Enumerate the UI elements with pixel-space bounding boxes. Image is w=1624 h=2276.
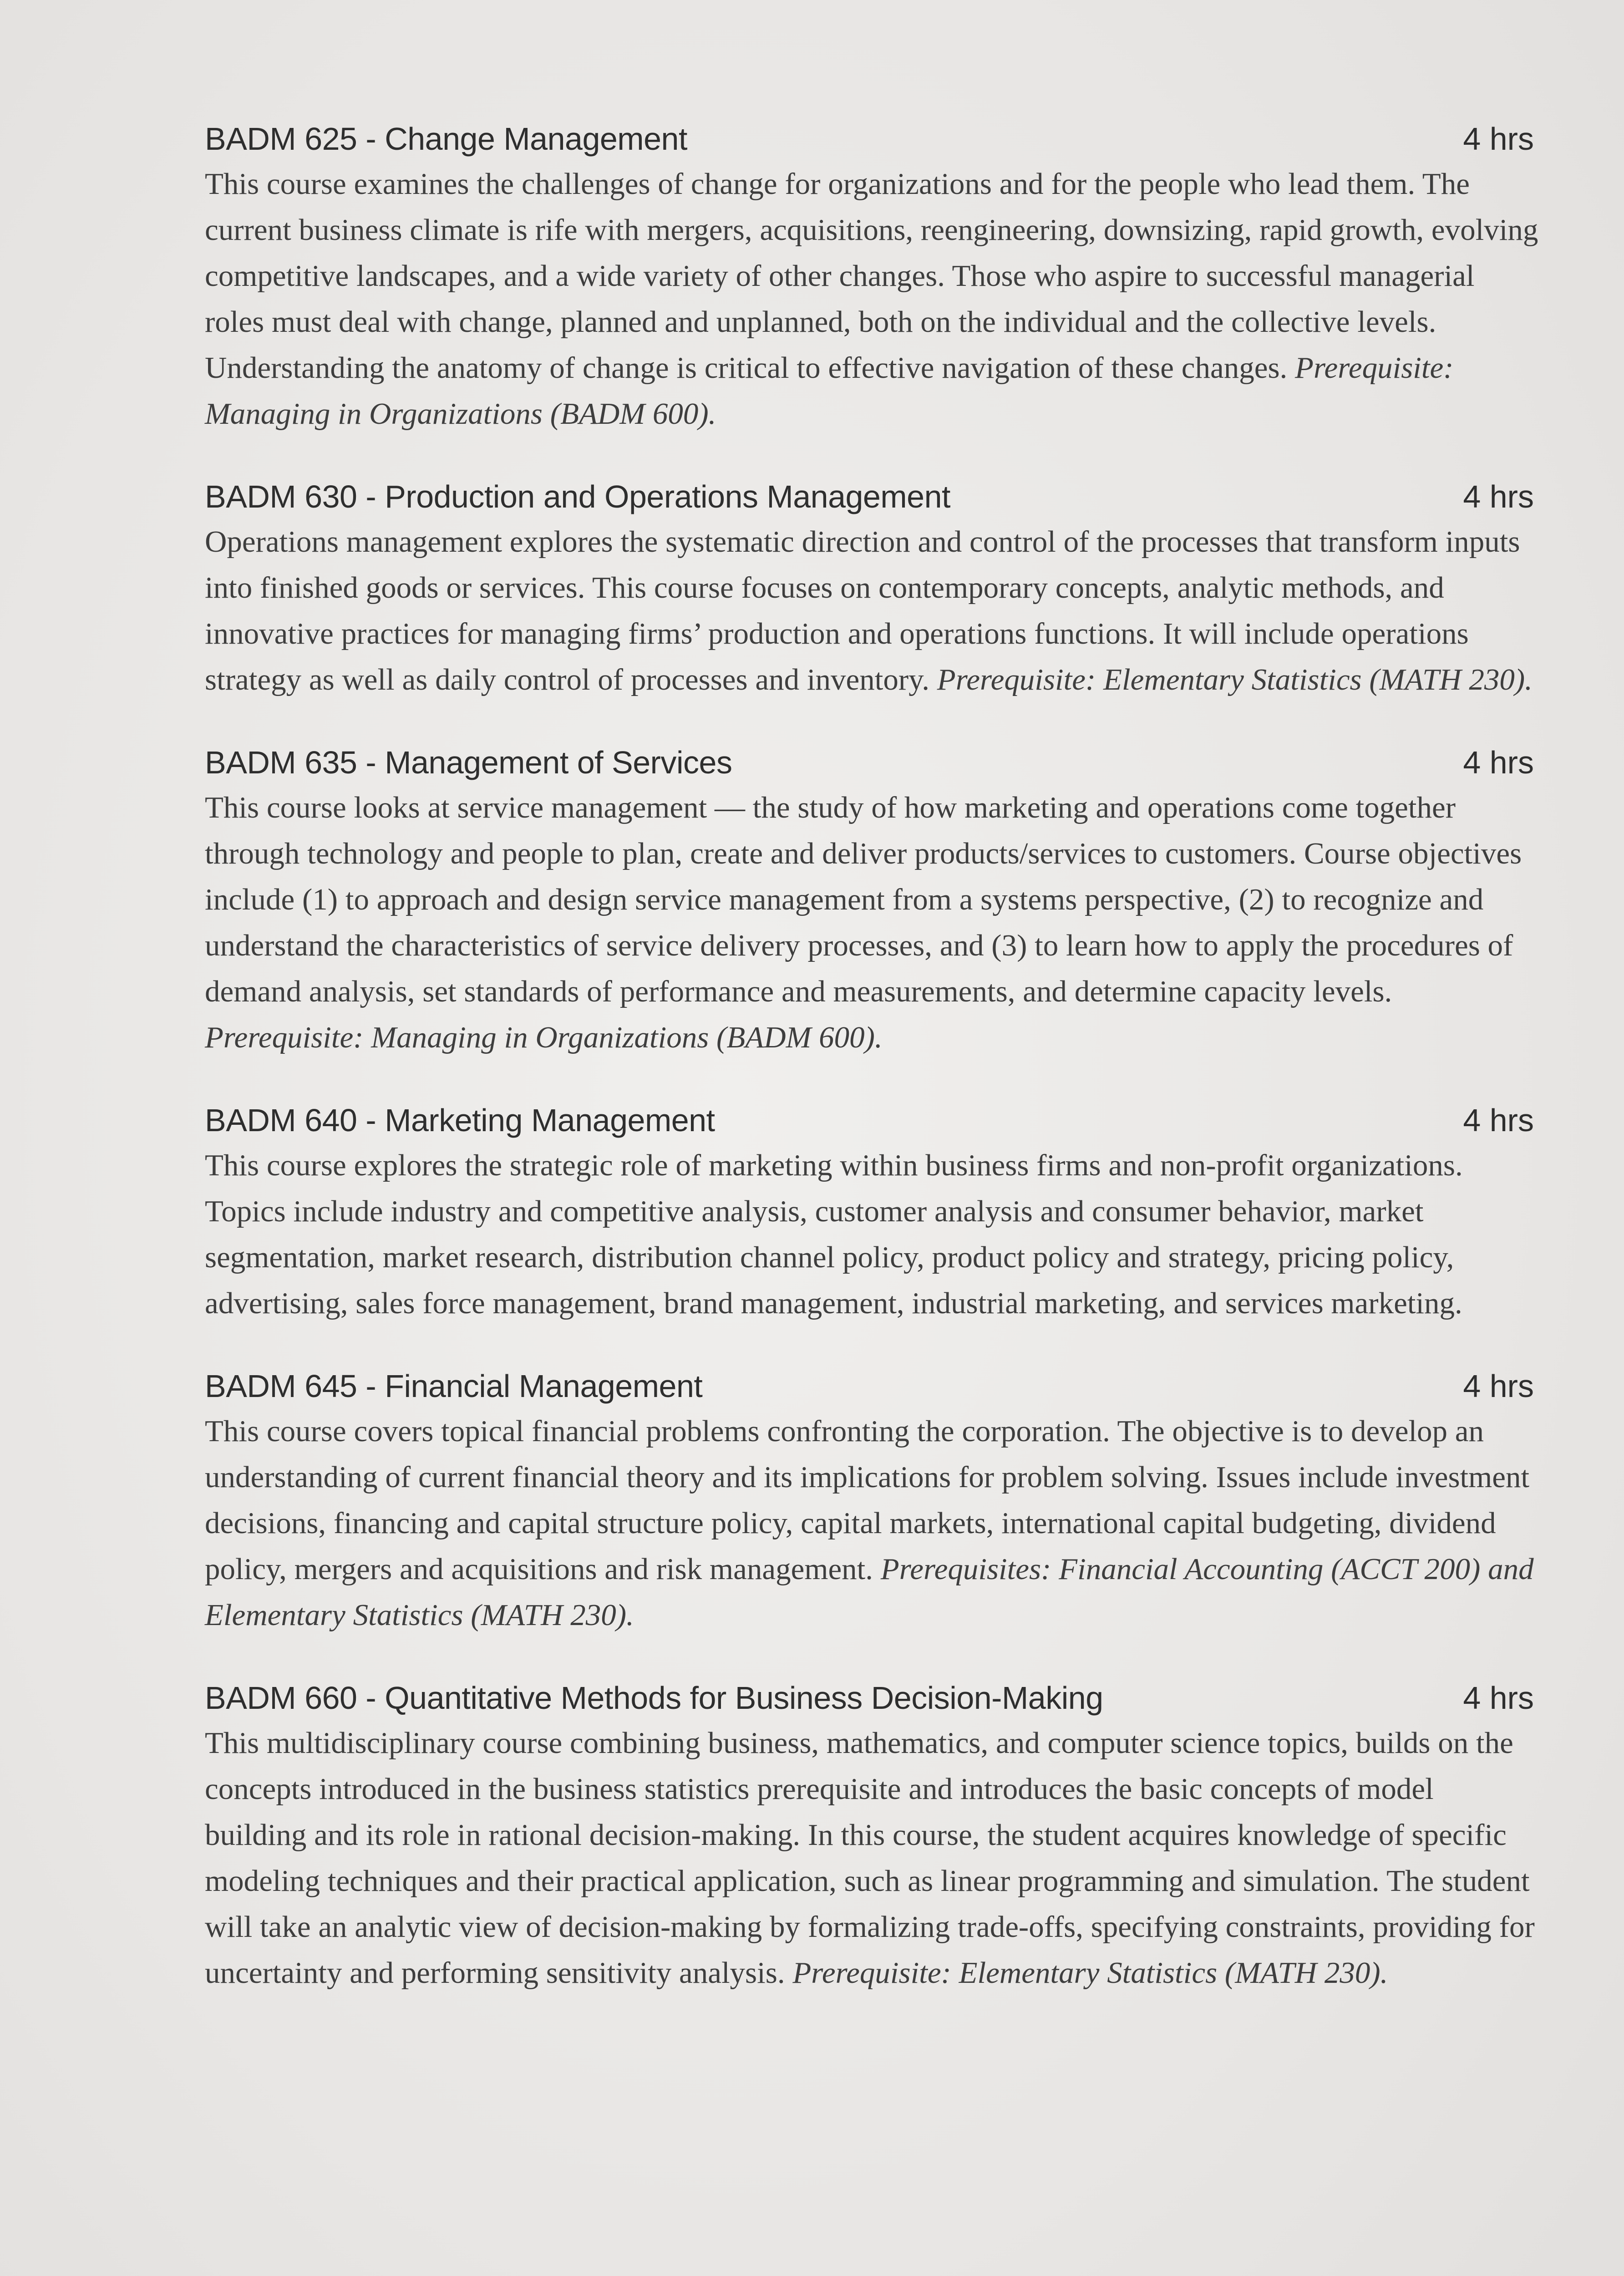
course-hours: 4 hrs — [1463, 479, 1534, 514]
course-entry — [205, 1366, 1538, 1638]
course-hours: 4 hrs — [1463, 745, 1534, 780]
course-header — [205, 1366, 1538, 1407]
course-header — [205, 1100, 1538, 1141]
course-header — [205, 742, 1538, 783]
course-hours: 4 hrs — [1463, 1102, 1534, 1138]
course-title: BADM 645 - Financial Management — [205, 1368, 703, 1404]
course-entry — [205, 118, 1538, 437]
course-title: BADM 630 - Production and Operations Management — [205, 479, 950, 514]
course-prerequisite: Prerequisite: Managing in Organizations (BADM 600). — [205, 351, 1454, 431]
course-prerequisite: Prerequisite: Elementary Statistics (MATH 230). — [792, 1956, 1388, 1990]
course-header — [205, 118, 1538, 159]
course-prerequisite: Prerequisite: Elementary Statistics (MATH 230). — [937, 663, 1533, 696]
course-description-text: This multidisciplinary course combining business, mathematics, and computer science topics, builds on the concepts introduced in the business statistics prerequisite and introduces the basic concepts of model building and its role in rational decision-making. In this course, the student acquires knowledge of specific modeling techniques and their practical application, such as linear programming and simulation. The student will take an analytic view of decision-making by formalizing trade-offs, specifying constraints, providing for uncertainty and performing sensitivity analysis. — [205, 1726, 1535, 1990]
course-hours: 4 hrs — [1463, 121, 1534, 157]
course-hours: 4 hrs — [1463, 1680, 1534, 1716]
course-description-text: Operations management explores the systematic direction and control of the processes that transform inputs into finished goods or services. This course focuses on contemporary concepts, analytic methods, and innovative practices for managing firms’ production and operations functions. It will include operations strategy as well as daily control of processes and inventory. — [205, 525, 1520, 696]
course-hours: 4 hrs — [1463, 1368, 1534, 1404]
course-entry — [205, 476, 1538, 703]
course-description — [205, 1143, 1538, 1326]
course-entry — [205, 1677, 1538, 1996]
course-list — [205, 118, 1538, 2035]
course-prerequisite: Prerequisite: Managing in Organizations (BADM 600). — [205, 1021, 883, 1054]
course-description-text: This course explores the strategic role of marketing within business firms and non-profit organizations. Topics include industry and competitive analysis, customer analysis and consumer behavior, market segmentation, market research, distribution channel policy, product policy and strategy, pricing policy, advertising, sales force management, brand management, industrial marketing, and services marketing. — [205, 1148, 1463, 1320]
course-entry — [205, 742, 1538, 1061]
course-header — [205, 1677, 1538, 1718]
course-description-text: This course examines the challenges of change for organizations and for the people who lead them. The current business climate is rife with mergers, acquisitions, reengineering, downsizing, rapid growth, evolving competitive landscapes, and a wide variety of other changes. Those who aspire to successful managerial roles must deal with change, planned and unplanned, both on the individual and the collective levels. Understanding the anatomy of change is critical to effective navigation of these changes. — [205, 167, 1538, 385]
course-description-text: This course looks at service management — the study of how marketing and operations come together through technology and people to plan, create and deliver products/services to customers. Course objectives include (1) to approach and design service management from a systems perspective, (2) to recognize and understand the characteristics of service delivery processes, and (3) to learn how to apply the procedures of demand analysis, set standards of performance and measurements, and determine capacity levels. — [205, 791, 1522, 1008]
course-title: BADM 660 - Quantitative Methods for Business Decision-Making — [205, 1680, 1103, 1716]
course-description — [205, 161, 1538, 437]
course-title: BADM 635 - Management of Services — [205, 745, 732, 780]
course-prerequisite: Prerequisites: Financial Accounting (ACCT 200) and Elementary Statistics (MATH 230). — [205, 1552, 1534, 1632]
course-title: BADM 640 - Marketing Management — [205, 1102, 715, 1138]
course-title: BADM 625 - Change Management — [205, 121, 687, 157]
course-description — [205, 1408, 1538, 1638]
course-description — [205, 785, 1538, 1061]
course-description-text: This course covers topical financial problems confronting the corporation. The objective is to develop an understanding of current financial theory and its implications for problem solving. Issues include investment decisions, financing and capital structure policy, capital markets, international capital budgeting, dividend policy, mergers and acquisitions and risk management. — [205, 1414, 1530, 1586]
course-header — [205, 476, 1538, 517]
course-description — [205, 1720, 1538, 1996]
course-entry — [205, 1100, 1538, 1326]
course-description — [205, 519, 1538, 703]
